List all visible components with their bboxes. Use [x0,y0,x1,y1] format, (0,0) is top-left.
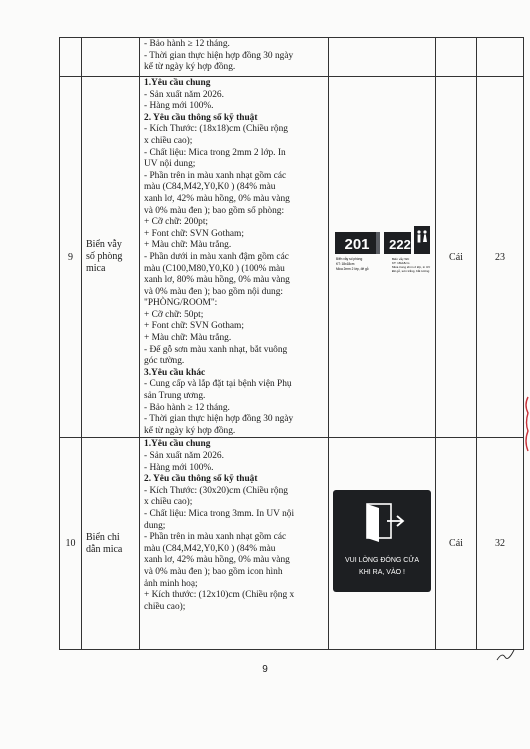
door-sign-mockup [333,490,431,592]
quantity: 23 [477,77,524,438]
description-line: UV nội dung; [144,159,196,170]
unit: Cái [436,77,477,438]
description-line: - Chất liệu: Mica trong 2mm 2 lớp. In [144,147,286,158]
description-line: xanh lơ, 42% màu hồng, 0% màu vàng [144,193,290,204]
description-line: - Hàng mới 100%. [144,101,214,112]
description-line: - Kích Thước: (18x18)cm (Chiều rộng [144,124,288,135]
description-line: 1.Yêu cầu chung [144,78,211,88]
description-line: + Font chữ: SVN Gotham; [144,321,244,332]
item-name-line: dẫn mica [86,543,123,555]
image-cell [329,38,436,77]
room-number-a: 201 [344,235,370,253]
description-line: + Font chữ: SVN Gotham; [144,228,244,239]
description-line: màu (C100,M80,Y0,K0 ) (100% màu [144,263,285,274]
description-line: kể từ ngày ký hợp đồng. [144,62,236,73]
quantity-cell [477,38,524,77]
unit-cell [436,38,477,77]
description-line: - Đế gỗ sơn màu xanh nhạt, bắt vuông [144,344,288,355]
description-line: - Cung cấp và lắp đặt tại bệnh viện Phụ [144,379,292,390]
description-line: - Sản xuất năm 2026. [144,89,224,100]
description-line: và 0% màu đen ); bao gồm nội dung: [144,286,284,297]
description-line: - Thời gian thực hiện hợp đồng 30 ngày [144,414,294,425]
caption-right-line: Mica trong 2mm 2 lớp, in UV [392,264,431,269]
description-line: góc tường. [144,356,185,367]
description-line: chiều cao); [144,601,186,612]
description-line: + Cỡ chữ: 200pt; [144,217,209,228]
caption-right-line: Đế gỗ, sơn trắng, bắt tường [392,268,430,273]
item-description [140,438,329,650]
item-name-line: Biển vẫy [86,239,122,251]
description-line: xanh lơ, 42% màu hồng, 0% màu vàng [144,555,290,566]
description-line: và 0% màu đen ); bao gồm icon hình [144,566,283,577]
item-image [329,77,436,438]
door-sign-text-1: VUI LÒNG ĐÓNG CỬA [344,557,420,565]
description-line: x chiều cao); [144,497,193,508]
caption-left-line: Biển vẫy số phòng [336,256,363,261]
stamp-edge [522,395,530,455]
table-row-continued [60,38,524,77]
description-lines [144,78,325,437]
item-name [82,77,140,438]
description-line: - Sản xuất năm 2026. [144,451,224,461]
description-lines [144,439,325,613]
item-name-line: Biển chỉ [86,531,120,543]
description-line: x chiều cao); [144,135,193,146]
description-line: - Kích Thước: (30x20)cm (Chiều rộng [144,485,288,496]
description-line: 3.Yêu cầu khác [144,367,206,378]
door-sign [333,490,431,592]
description-line: + Kích thước: (12x10)cm (Chiều rộng x [144,590,295,601]
description-line: - Phần trên in màu xanh nhạt gồm các [144,532,287,543]
row-number-cell [60,38,82,77]
page-number: 9 [262,664,268,675]
caption-right-line: KT: 18x18cm [392,260,410,265]
description-line: - Chất liệu: Mica trong 3mm. In UV nội [144,508,295,519]
row-number: 9 [60,77,82,438]
caption-left-line: Mica 2mm 2 lớp, đế gỗ [336,266,369,271]
signature-mark [496,648,516,662]
description-line: 2. Yêu cầu thông số kỹ thuật [144,112,258,123]
description-line: kể từ ngày ký hợp đồng. [144,425,236,436]
caption-right-line: Biển vẫy WC [392,256,410,261]
description-line: và 0% màu đen ); bao gồm số phòng: [144,205,285,216]
person-icon [423,230,426,233]
item-image [329,438,436,650]
description-line: sản Trung ương. [144,391,206,402]
item-name-line: số phòng [86,251,123,263]
description-line: "PHÒNG/ROOM": [144,298,218,309]
item-description [140,77,329,438]
room-number-b: 222 [389,236,411,252]
description-line: 1.Yêu cầu chung [144,439,211,450]
item-name-cell [82,38,140,77]
description-cell [140,38,329,77]
table-row-9 [60,77,524,438]
description-line: + Màu chữ: Màu trắng. [144,333,232,344]
description-line: - Hàng mới 100%. [144,462,214,473]
description-line: dung; [144,520,166,531]
description-line: + Màu chữ: Màu trắng. [144,240,232,251]
item-name-line: mica [86,263,106,275]
description-line: ảnh minh hoạ; [144,578,198,589]
description-line: màu (C84,M42,Y0,K0 ) (84% màu [144,543,276,554]
description-line: - Bảo hành ≥ 12 tháng. [144,39,230,49]
description-line: - Phần trên in màu xanh nhạt gồm các [144,170,287,181]
description-line: xanh lơ, 80% màu hồng, 0% màu vàng [144,275,290,286]
description-line: - Bảo hành ≥ 12 tháng. [144,402,230,413]
unit: Cái [436,438,477,650]
description-line: 2. Yêu cầu thông số kỹ thuật [144,474,258,485]
description-line: - Thời gian thực hiện hợp đồng 30 ngày [144,50,294,61]
door-sign-text-2: KHI RA, VÀO ! [359,569,405,577]
wc-sign [414,226,430,254]
row-number: 10 [60,438,82,650]
person-icon [417,230,420,233]
room-sign-mockup [332,210,432,300]
description-line: + Cỡ chữ: 50pt; [144,309,204,320]
quantity: 32 [477,438,524,650]
description-line: màu (C84,M42,Y0,K0 ) (84% màu [144,182,276,193]
caption-left-line: KT: 18x18cm [336,261,355,266]
description-line: - Phần dưới in màu xanh đậm gồm các [144,251,289,262]
table-row-10 [60,438,524,650]
spec-table [59,37,524,650]
item-name [82,438,140,650]
